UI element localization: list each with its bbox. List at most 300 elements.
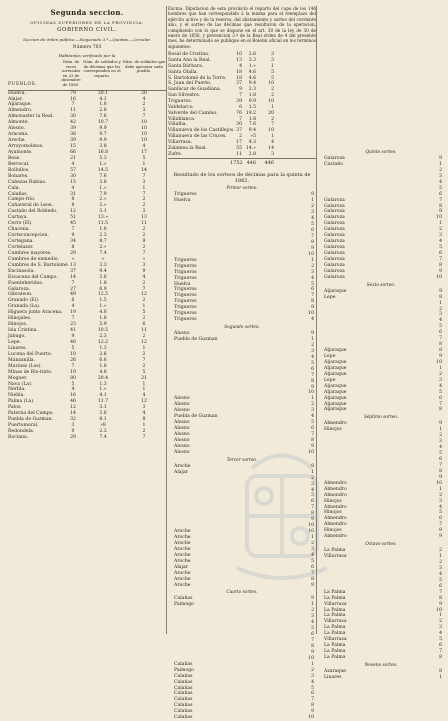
decima-number: 10 [308, 529, 314, 535]
aprontar-value: 17 [141, 149, 147, 155]
reparto-value: 9.7 [99, 132, 107, 138]
town-name: Alosno [174, 420, 190, 426]
veces-value: 4 [239, 63, 242, 69]
town-name: Jabugo. [8, 334, 26, 339]
towns-table [8, 91, 166, 441]
aprontar-value: 10 [268, 99, 274, 104]
aprontar-value: 4 [142, 411, 146, 417]
reparto-value: 1.» [99, 387, 107, 393]
decima-number: 6 [311, 632, 314, 638]
aprontar-value: 8 [142, 417, 146, 423]
veces-value: 31 [70, 191, 76, 197]
veces-value: 41 [70, 328, 76, 334]
decima-number: 7 [439, 197, 442, 203]
town-name: S. Juan del Puerto. [168, 81, 212, 87]
reparto-value: 7.4 [99, 250, 107, 256]
sorteo-group [168, 458, 316, 589]
decima-number: 8 [439, 203, 442, 209]
reparto-value: 1.8 [248, 116, 256, 122]
reparto-value: 2.3 [248, 87, 256, 93]
intro-paragraph: Excma. Diputacion de esta provincia el reparto del cupo de los 146 hombres que han correspondido á la misma para el reemplazo del ejército activo y de la reserva, del alistamiento y sorteo del corriente año, y el sorteo de las décimas que resultaron de la operacion, cumpliendo con lo que se dispone en el art. 30 de la ley de 30 de enero de 1856, y prevencion 3.ª de la Real órden de 4 del presente mes, he determinado se publique en el Boletin oficial en los términos siguientes: [168, 6, 316, 49]
decima-number: 9 [311, 517, 314, 523]
veces-value: 37 [236, 81, 242, 87]
town-name: Alosno [174, 449, 190, 455]
decima-number: 2 [311, 204, 314, 210]
aprontar-value: 10 [141, 120, 147, 126]
veces-value: 12 [70, 405, 76, 411]
decima-number: 8 [439, 342, 442, 348]
reparto-value: 11.5 [97, 221, 109, 227]
veces-value: 7 [239, 116, 242, 122]
aprontar-value: 14 [268, 145, 274, 151]
aprontar-value: 3 [142, 108, 146, 114]
town-name: Calañas [174, 715, 193, 721]
reparto-value: 1.3 [99, 345, 107, 351]
decima-number: 2 [439, 492, 442, 498]
decima-number: 1 [439, 427, 442, 433]
town-name: La Palma [324, 607, 346, 613]
aprontar-value: 5 [142, 369, 146, 375]
veces-value: 2 [239, 134, 242, 140]
decima-number: 9 [439, 288, 442, 294]
decima-number: 4 [311, 275, 314, 281]
town-name: Azaraque [324, 668, 347, 674]
decima-number: 3 [439, 377, 442, 383]
decima-number: 4 [439, 179, 442, 185]
aprontar-value: 7 [142, 357, 146, 363]
sorteo-group [168, 325, 316, 456]
decima-number: 8 [439, 262, 442, 268]
decima-number: 2 [439, 306, 442, 312]
table-total [168, 158, 316, 166]
decima-number: 5 [311, 281, 314, 287]
aprontar-value: 10 [268, 128, 274, 134]
aprontar-value: 4 [142, 274, 146, 280]
town-name: Aljaraque. [8, 102, 32, 108]
decima-number: 7 [311, 234, 314, 239]
decima-number: 7 [439, 401, 442, 407]
decima-number: 9 [311, 331, 314, 337]
reparto-value: 9.9 [99, 126, 107, 132]
town-name: Galaroza [324, 227, 345, 233]
decima-number: 6 [439, 457, 442, 462]
decima-number: 1 [311, 661, 314, 667]
town-name: Aroche [174, 558, 191, 564]
town-name: Cabezas Rubias. [8, 179, 47, 185]
reparto-value: 1.8 [99, 363, 107, 369]
sorteo-group [318, 150, 444, 281]
decima-number: 6 [439, 643, 442, 649]
town-name: Alajar [174, 469, 188, 475]
veces-value: 34 [70, 239, 76, 244]
town-name: Fuenteheridos. [8, 280, 44, 286]
decima-number: 2 [439, 433, 442, 439]
decima-number: 8 [439, 348, 442, 354]
aprontar-value: 1 [142, 345, 146, 351]
town-name: Galaroza [324, 268, 345, 274]
reparto-value: 3.6 [99, 274, 107, 280]
reparto-value: 1.8 [99, 227, 107, 233]
decima-number: 8 [311, 643, 314, 649]
aprontar-value: 4 [271, 139, 274, 145]
town-name: Galaroza [324, 245, 345, 251]
table-row [8, 435, 166, 441]
veces-value: » [71, 256, 75, 262]
decima-number: 8 [311, 576, 314, 582]
reparto-value: 1.» [248, 63, 256, 69]
town-name: Almendro [324, 534, 347, 540]
decima-number: 1 [311, 469, 314, 475]
reparto-value: 1.3 [99, 381, 107, 387]
decima-number: 6 [439, 395, 442, 401]
list-item [318, 407, 444, 413]
town-name: Isla Cristina. [8, 328, 38, 334]
decima-number: 6 [311, 564, 314, 570]
decima-number: 4 [311, 414, 314, 420]
veces-value: 8 [71, 197, 75, 203]
decima-number: 6 [311, 366, 314, 372]
town-name: Escacena del Campo. [8, 274, 58, 280]
section-subheading: Seccion de órden público.—Negociado 3.º—Quintas.—Circular. [23, 37, 151, 42]
decima-number: 8 [311, 703, 314, 709]
decima-number: 10 [308, 311, 314, 317]
town-name: Aroche [174, 582, 191, 588]
town-name: Puebla de Guzman [174, 414, 218, 420]
town-name: S. Bartolomé de la Torre. [168, 75, 227, 81]
veces-value: 7 [71, 316, 75, 322]
decima-number: 2 [439, 548, 442, 554]
veces-value: 7 [71, 102, 75, 108]
reparto-value: 9.9 [248, 99, 256, 104]
veces-value: 45 [70, 221, 76, 227]
decima-number: 6 [311, 426, 314, 432]
reparto-value: 7.6 [99, 114, 107, 120]
aprontar-value: 4 [142, 393, 146, 399]
aprontar-value: 3 [142, 179, 146, 185]
decima-number: 9 [439, 156, 442, 161]
sorteo-label: Séptimo sorteo. [363, 415, 399, 421]
town-name: Cortelazor. [8, 244, 34, 250]
reparto-value: 10.7 [97, 120, 109, 126]
town-name: Higuera junto Aracena. [8, 310, 63, 316]
decima-number: 4 [439, 445, 442, 451]
aprontar-value: 3 [271, 151, 274, 157]
aprontar-value: 5 [271, 75, 274, 81]
town-name: Calañas [174, 697, 193, 703]
town-name: Villalba. [168, 122, 187, 128]
reparto-value: 12.5 [97, 292, 109, 298]
veces-value: 29 [70, 434, 76, 440]
town-name: Trigueros. [168, 99, 193, 104]
town-name: Galaroza [324, 215, 345, 221]
reparto-value: 2.3 [99, 233, 107, 239]
decima-number: 2 [439, 167, 442, 173]
aprontar-value: 2 [271, 87, 274, 93]
town-name: Valdelarco. [168, 104, 194, 110]
aprontar-value: 13 [141, 215, 147, 221]
town-name: Linares [324, 674, 342, 680]
veces-value: 46 [70, 399, 76, 405]
reparto-value: 4.6 [248, 75, 256, 81]
town-name: Trigueros [174, 263, 197, 269]
decima-number: 1 [439, 674, 442, 680]
decima-number: 5 [311, 626, 314, 632]
veces-value: 14 [70, 274, 76, 280]
town-name: Aroche [174, 546, 191, 552]
town-name: Villarrasa [324, 637, 347, 643]
aprontar-value: 21 [141, 375, 147, 381]
veces-value: 57 [70, 167, 76, 173]
town-name: La Palma [324, 643, 346, 649]
veces-value: 39 [70, 126, 76, 132]
aprontar-value: 2 [142, 429, 146, 434]
veces-value: 42 [70, 120, 76, 126]
decima-number: 8 [311, 378, 314, 384]
town-name: Villablanca. [168, 116, 196, 122]
decima-number: 9 [439, 421, 442, 427]
aprontar-value: 9 [142, 239, 146, 244]
town-name: Alosno [174, 426, 190, 432]
aprontar-value: 7 [271, 122, 274, 128]
town-name: La Palma [324, 613, 346, 619]
town-name: Galaroza [324, 239, 345, 245]
town-name: Villanueva de las Cruces. [168, 134, 227, 140]
town-name: Castaño del Robledo. [8, 209, 58, 215]
aprontar-value: 10 [268, 81, 274, 87]
decima-number: 9 [311, 596, 314, 602]
list-item [318, 675, 444, 681]
town-name: Lucena del Puerto. [8, 351, 53, 357]
aprontar-value: 11 [141, 221, 147, 227]
decima-number: 9 [439, 474, 442, 480]
veces-value: 11 [70, 108, 76, 114]
veces-value: 5 [71, 381, 75, 387]
town-name: Puertomoral. [8, 423, 39, 429]
town-name: La Palma [324, 589, 346, 595]
section-title: Segunda seccion. [50, 8, 124, 17]
town-name: Almendro [324, 480, 347, 486]
reparto-value: 9.4 [99, 268, 107, 274]
table-header [8, 60, 166, 91]
reparto-value: 20.4 [97, 375, 109, 381]
town-name: Trigueros [174, 275, 197, 281]
reparto-value: 1.8 [99, 280, 107, 286]
aprontar-value: 10 [141, 132, 147, 138]
town-name: La Palma [324, 649, 346, 655]
list-item [168, 583, 316, 589]
town-name: Almonte. [8, 120, 29, 126]
aprontar-value: 1 [142, 423, 146, 429]
town-name: Bonares. [8, 173, 29, 179]
reparto-value: 4.3 [248, 139, 256, 145]
aprontar-value: 2 [142, 316, 146, 322]
reparto-value: 2.» [99, 244, 107, 250]
aprontar-value: 7 [142, 250, 146, 256]
decima-number: 10 [308, 655, 314, 661]
reparto-value: 19.2 [245, 110, 256, 116]
decima-number: 2 [311, 402, 314, 408]
decima-number: 6 [311, 228, 314, 234]
town-name: Lepe [324, 354, 336, 359]
town-name: Aljaraque [324, 395, 347, 401]
sorteo-label: Primer sorteo. [226, 186, 258, 192]
aprontar-value: 20 [141, 90, 147, 96]
decima-number: 6 [439, 191, 442, 197]
town-name: Calañas [174, 673, 193, 679]
veces-value: 51 [70, 215, 76, 221]
decima-number: 3 [311, 348, 314, 354]
town-name: Hinojos. [8, 322, 28, 328]
aprontar-value: 2 [142, 233, 146, 239]
veces-value: 15 [70, 144, 76, 149]
veces-value: 55 [236, 145, 242, 151]
decima-number: 5 [439, 324, 442, 330]
decima-number: 6 [439, 516, 442, 522]
town-name: Cumbres de enmedio. [8, 256, 59, 262]
decima-number: 7 [439, 256, 442, 262]
decima-number: 8 [311, 511, 314, 517]
decima-number: 4 [311, 216, 314, 222]
veces-value: 8 [71, 203, 75, 209]
town-name: Cartaya. [8, 215, 28, 221]
town-name: Marines (Los). [8, 363, 42, 369]
veces-value: 7 [239, 93, 242, 99]
town-name: Almendro [324, 492, 347, 498]
decima-number: 2 [439, 371, 442, 377]
town-name: Palos. [8, 405, 22, 411]
reparto-value: 4.8 [99, 310, 107, 316]
sorteo-label: Tercer sorteo. [226, 457, 258, 463]
town-name: Villanueva de los Castillejos. [168, 128, 235, 134]
veces-value: 39 [236, 99, 242, 104]
sorteo-group [318, 415, 444, 540]
reparto-value: 11.7 [97, 399, 109, 405]
town-name: Encinasola. [8, 268, 35, 274]
decima-number: 8 [311, 437, 314, 443]
reparto-value: 13.» [97, 215, 109, 221]
aprontar-value: 1 [142, 304, 146, 310]
town-name: Alosno [174, 331, 190, 337]
aprontar-value: 2 [142, 363, 146, 369]
sorteos-middle [168, 186, 316, 721]
decima-number: 1 [439, 221, 442, 227]
veces-value: 7 [71, 227, 75, 233]
reparto-value: 12.2 [97, 339, 109, 345]
reparto-value: 7.9 [99, 191, 107, 197]
decima-number: 2 [311, 475, 314, 481]
aprontar-value: 3 [142, 262, 146, 268]
veces-value: 16 [70, 96, 76, 102]
reparto-value: 4.8 [99, 369, 107, 375]
veces-value: 9 [71, 233, 75, 239]
aprontar-value: 1 [271, 104, 274, 110]
decima-number: 1 [311, 257, 314, 263]
list-item [168, 450, 316, 456]
town-name: Niebla. [8, 393, 25, 399]
reparto-value: 8.7 [99, 239, 107, 244]
town-name: Trigueros [174, 317, 197, 323]
decima-number: 4 [439, 631, 442, 637]
decima-number: 1 [439, 365, 442, 371]
town-name: Aroche [174, 529, 191, 535]
sorteo-label: Quinto sorteo. [365, 150, 397, 155]
decima-number: 5 [311, 222, 314, 228]
veces-value: 48 [70, 339, 76, 345]
towns-table-continued [168, 52, 316, 157]
decima-number: 6 [311, 691, 314, 697]
town-name: Alosno. [8, 126, 26, 132]
office-heading: OFICINAS SUPERIORES DE LA PROVINCIA. [30, 20, 144, 25]
town-name: Calañas. [8, 191, 28, 197]
town-name: Gibraleon. [8, 292, 33, 298]
town-name: Huelva. [8, 90, 26, 96]
aprontar-value: 2 [142, 280, 146, 286]
decima-number: 9 [311, 649, 314, 655]
veces-value: 7 [71, 363, 75, 369]
town-name: Aljaraque [324, 407, 347, 413]
town-name: Alajar [174, 564, 188, 570]
town-name: Manzanilla. [8, 357, 36, 363]
decima-number: 1 [311, 535, 314, 540]
decima-number: 5 [311, 685, 314, 691]
town-name: Trigueros [174, 293, 197, 299]
list-item [318, 534, 444, 540]
decima-number: 10 [308, 390, 314, 396]
town-name: Alosno [174, 402, 190, 408]
town-name: Galaroza [324, 197, 345, 203]
decima-number: 6 [311, 287, 314, 293]
veces-value: 17 [236, 139, 242, 145]
reparto-value: 3.1 [99, 209, 107, 215]
reparto-value: 16.8 [97, 149, 109, 155]
reparto-value: 7.4 [99, 434, 107, 440]
reparto-value: 5.9 [99, 322, 107, 328]
decima-number: 7 [439, 336, 442, 342]
table-row [168, 152, 316, 158]
town-name: Paimogo [174, 602, 194, 608]
decima-number: 2 [311, 667, 314, 673]
town-name: Calañas [174, 679, 193, 685]
veces-value: 23 [70, 322, 76, 328]
decima-number: 8 [439, 468, 442, 474]
list-item [318, 655, 444, 661]
reparto-value: 1.» [99, 161, 107, 167]
reparto-value: 2.6 [248, 52, 256, 58]
aprontar-value: 1 [142, 185, 146, 191]
town-name: Trigueros [174, 299, 197, 305]
aprontar-value: 1 [142, 381, 146, 387]
town-name: La Palma [324, 595, 346, 601]
veces-value: 4 [71, 387, 75, 393]
aprontar-value: 5 [142, 310, 146, 316]
sorteo-label: Octavo sorteo. [365, 542, 397, 548]
town-name: Nava (La). [8, 381, 33, 387]
town-name: Villarrasa [324, 619, 347, 625]
decima-number: 4 [439, 571, 442, 577]
veces-value: 12 [70, 209, 76, 215]
town-name: Calañas [174, 691, 193, 697]
town-name: Aljaraque [324, 383, 347, 389]
town-name: Granada (La). [8, 304, 41, 310]
decima-number: 2 [311, 342, 314, 348]
town-name: Galaroza [324, 156, 345, 161]
decima-number: 7 [439, 522, 442, 528]
town-name: La Palma [324, 655, 346, 660]
decima-number: 1 [311, 337, 314, 342]
veces-value: 18 [236, 69, 242, 75]
sorteo-group [168, 590, 316, 721]
decima-number: 2 [311, 263, 314, 269]
